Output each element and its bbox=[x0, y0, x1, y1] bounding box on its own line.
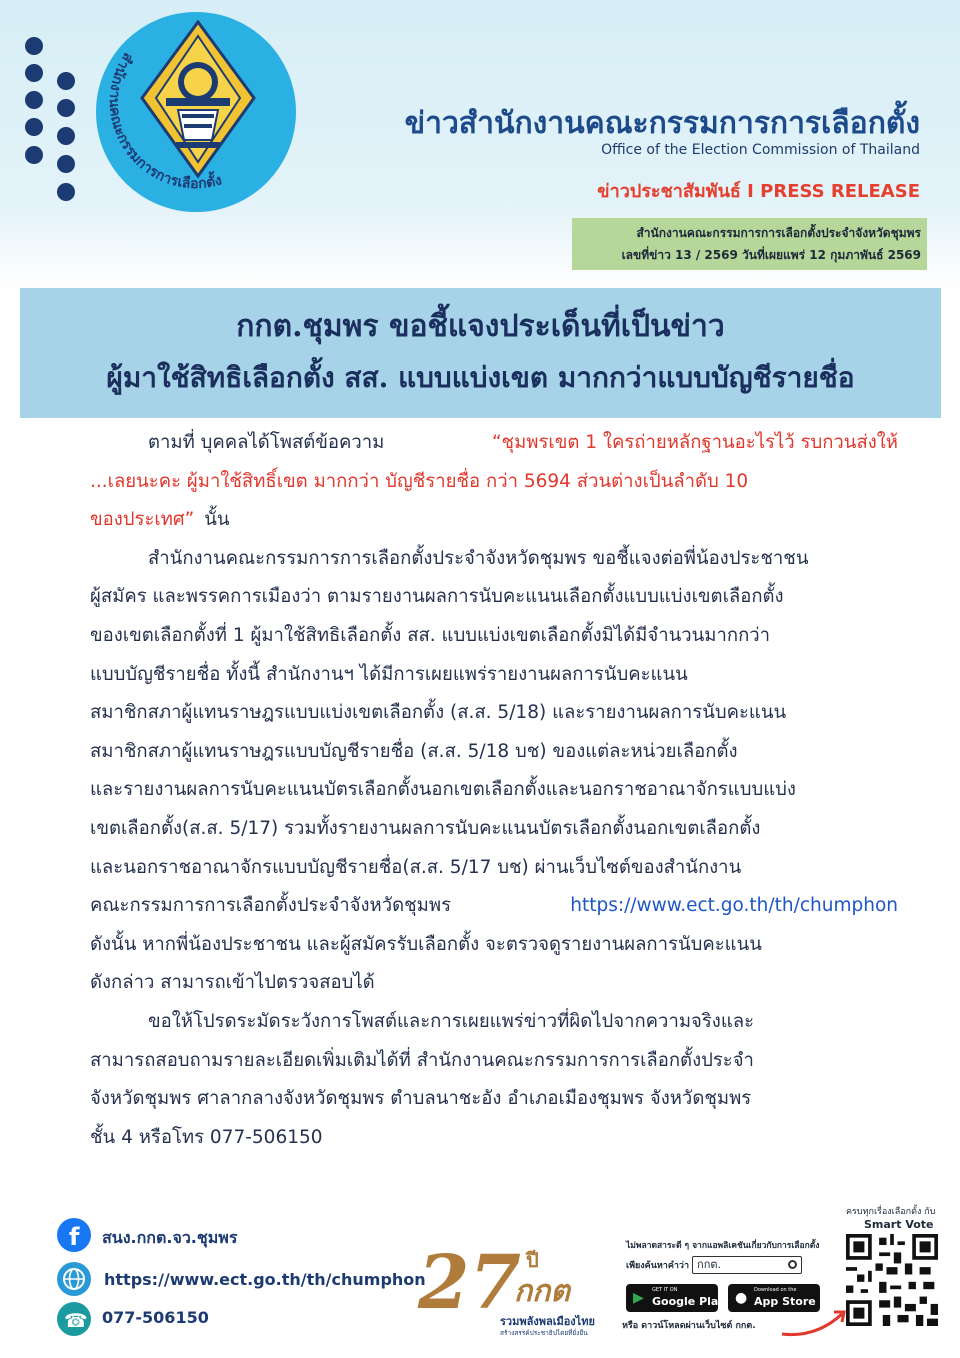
app-store-small: Download on the bbox=[754, 1287, 797, 1293]
body-line bbox=[90, 694, 898, 733]
body-line bbox=[90, 849, 898, 888]
p3-text: สามารถสอบถามรายละเอียดเพิ่มเติมได้ที่ สำนักงานคณะกรรมการการเลือกตั้งประจำ bbox=[90, 1049, 754, 1071]
body-line bbox=[90, 463, 898, 502]
p2-text: สมาชิกสภาผู้แทนราษฎรแบบแบ่งเขตเลือกตั้ง (ส.ส. 5/18) และรายงานผลการนับคะแนน bbox=[90, 702, 787, 724]
body-line bbox=[90, 578, 898, 617]
p2-text: และรายงานผลการนับคะแนนบัตรเลือกตั้งนอกเขตเลือกตั้งและนอกราชอาณาจักรแบบแบ่ง bbox=[90, 779, 796, 801]
press-release-label: ข่าวประชาสัมพันธ์ I PRESS RELEASE bbox=[597, 181, 920, 202]
p2-text: ดังกล่าว สามารถเข้าไปตรวจสอบได้ bbox=[90, 972, 375, 994]
search-input[interactable] bbox=[692, 1256, 802, 1274]
body-line bbox=[90, 1003, 898, 1042]
body-line bbox=[90, 1042, 898, 1081]
release-info-box bbox=[572, 218, 927, 270]
release-office: สำนักงานคณะกรรมการการเลือกตั้งประจำจังหวัดชุมพร bbox=[636, 226, 921, 240]
body-line bbox=[90, 656, 898, 695]
svg-text:f: f bbox=[69, 1223, 80, 1251]
headline-line-1: กกต.ชุมพร ขอชี้แจงประเด็นที่เป็นข่าว bbox=[236, 309, 725, 344]
p3-text: จังหวัดชุมพร ศาลากลางจังหวัดชุมพร ตำบลนาชะอัง อำเภอเมืองชุมพร จังหวัดชุมพร bbox=[90, 1088, 752, 1110]
app-tagline: ไม่พลาดสาระดี ๆ จากแอพลิเคชันเกี่ยวกับการเลือกตั้ง bbox=[626, 1241, 820, 1251]
p1-suffix: นั้น bbox=[204, 509, 230, 531]
p2-text: ดังนั้น หากพี่น้องประชาชน และผู้สมัครรับเลือกตั้ง จะตรวจดูรายงานผลการนับคะแนน bbox=[90, 933, 762, 955]
anniversary-subtitle: สร้างสรรค์ประชาธิปไตยที่ยั่งยืน bbox=[500, 1329, 588, 1337]
anniversary-tagline: รวมพลังพลเมืองไทย bbox=[500, 1315, 595, 1328]
p2-text: ของเขตเลือกตั้งที่ 1 ผู้มาใช้สิทธิเลือกตั้ง สส. แบบแบ่งเขตเลือกตั้งมิได้มีจำนวนมากกว่า bbox=[90, 624, 771, 646]
p3-text: ชั้น 4 หรือโทร 077-506150 bbox=[90, 1126, 323, 1148]
p3-text: ขอให้โปรดระมัดระวังการโพสต์และการเผยแพร่ข่าวที่ผิดไปจากความจริงและ bbox=[148, 1010, 755, 1032]
p1-prefix: ตามที่ บุคคลได้โพสต์ข้อความ bbox=[148, 432, 385, 453]
facebook-page-name[interactable]: สนง.กกต.จว.ชุมพร bbox=[102, 1228, 238, 1247]
phone-number[interactable]: 077-506150 bbox=[102, 1308, 209, 1327]
download-note: หรือ ดาวน์โหลดผ่านเว็บไซต์ กกต. bbox=[622, 1321, 756, 1331]
search-row bbox=[626, 1256, 802, 1274]
body-line bbox=[90, 964, 898, 1003]
body-line bbox=[90, 1080, 898, 1119]
google-play-label: Google Play bbox=[652, 1295, 726, 1308]
p2-text: ผู้สมัคร และพรรคการเมืองว่า ตามรายงานผลการนับคะแนนเลือกตั้งแบบแบ่งเขตเลือกตั้ง bbox=[90, 586, 784, 608]
anniversary-abbr: กกต bbox=[514, 1274, 570, 1309]
p2-text: และนอกราชอาณาจักรแบบบัญชีรายชื่อ(ส.ส. 5/17 บช) ผ่านเว็บไซต์ของสำนักงาน bbox=[90, 856, 742, 878]
office-name-english: Office of the Election Commission of Thailand bbox=[601, 142, 920, 158]
apple-icon: ● bbox=[735, 1290, 748, 1306]
body-line bbox=[90, 926, 898, 965]
ect-website-link[interactable]: https://www.ect.go.th/th/chumphon bbox=[570, 895, 898, 917]
anniversary-logo bbox=[418, 1240, 613, 1340]
search-label: เพียงค้นหาคำว่า bbox=[626, 1261, 690, 1271]
qr-app-name: Smart Vote bbox=[864, 1218, 934, 1231]
anniversary-number: 27 bbox=[418, 1240, 521, 1326]
p1-quote: ...เลยนะคะ ผู้มาใช้สิทธิ์เขต มากกว่า บัญชีรายชื่อ กว่า 5694 ส่วนต่างเป็นลำดับ 10 bbox=[90, 470, 749, 492]
search-icon bbox=[788, 1260, 797, 1269]
headline-box bbox=[20, 288, 941, 418]
p2-text: สำนักงานคณะกรรมการการเลือกตั้งประจำจังหวัดชุมพร ขอชี้แจงต่อพี่น้องประชาชน bbox=[148, 547, 809, 569]
body-line bbox=[90, 424, 898, 463]
body-line bbox=[90, 810, 898, 849]
body-line bbox=[90, 501, 898, 540]
search-value: กกต. bbox=[697, 1258, 721, 1271]
body-line bbox=[90, 887, 898, 926]
p1-quote: “ชุมพรเขต 1 ใครถ่ายหลักฐานอะไรไว้ รบกวนส่งให้ bbox=[491, 432, 898, 453]
headline-line-2: ผู้มาใช้สิทธิเลือกตั้ง สส. แบบแบ่งเขต มากกว่าแบบบัญชีรายชื่อ bbox=[106, 361, 855, 394]
svg-text:☎: ☎ bbox=[64, 1310, 88, 1332]
office-name-thai: ข่าวสำนักงานคณะกรรมการการเลือกตั้ง bbox=[404, 106, 920, 141]
p2-text: คณะกรรมการการเลือกตั้งประจำจังหวัดชุมพร bbox=[90, 895, 452, 917]
qr-caption: ครบทุกเรื่องเลือกตั้ง กับ bbox=[846, 1207, 936, 1217]
p2-text: เขตเลือกตั้ง(ส.ส. 5/17) รวมทั้งรายงานผลการนับคะแนนบัตรเลือกตั้งนอกเขตเลือกตั้ง bbox=[90, 817, 761, 839]
play-icon: ▶ bbox=[633, 1290, 644, 1306]
phone-icon[interactable] bbox=[57, 1302, 91, 1336]
body-line bbox=[90, 733, 898, 772]
body-line bbox=[90, 540, 898, 579]
p2-text: แบบบัญชีรายชื่อ ทั้งนี้ สำนักงานฯ ได้มีการเผยแพร่รายงานผลการนับคะแนน bbox=[90, 663, 688, 685]
google-play-button[interactable] bbox=[626, 1284, 726, 1312]
p2-text: สมาชิกสภาผู้แทนราษฎรแบบบัญชีรายชื่อ (ส.ส. 5/18 บช) ของแต่ละหน่วยเลือกตั้ง bbox=[90, 740, 738, 762]
globe-icon[interactable] bbox=[57, 1262, 91, 1296]
google-play-small: GET IT ON bbox=[652, 1287, 678, 1293]
facebook-icon[interactable] bbox=[57, 1218, 91, 1252]
website-url[interactable]: https://www.ect.go.th/th/chumphon bbox=[104, 1270, 426, 1289]
svg-text:สำนักงานคณะกรรมการการเลือกตั้ง: สำนักงานคณะกรรมการการเลือกตั้ง bbox=[105, 49, 224, 193]
body-line bbox=[90, 617, 898, 656]
qr-code-icon[interactable] bbox=[846, 1234, 938, 1326]
app-store-label: App Store bbox=[754, 1295, 816, 1308]
red-arrow-icon bbox=[780, 1300, 850, 1340]
p1-quote: ของประเทศ” bbox=[90, 509, 195, 531]
body-line bbox=[90, 1119, 898, 1158]
body-line bbox=[90, 771, 898, 810]
release-number-date: เลขที่ข่าว 13 / 2569 วันที่เผยแพร่ 12 กุมภาพันธ์ 2569 bbox=[621, 248, 921, 262]
logo-ring-text bbox=[96, 12, 296, 212]
anniversary-unit: ปี bbox=[526, 1248, 539, 1272]
article-body bbox=[90, 424, 898, 1157]
